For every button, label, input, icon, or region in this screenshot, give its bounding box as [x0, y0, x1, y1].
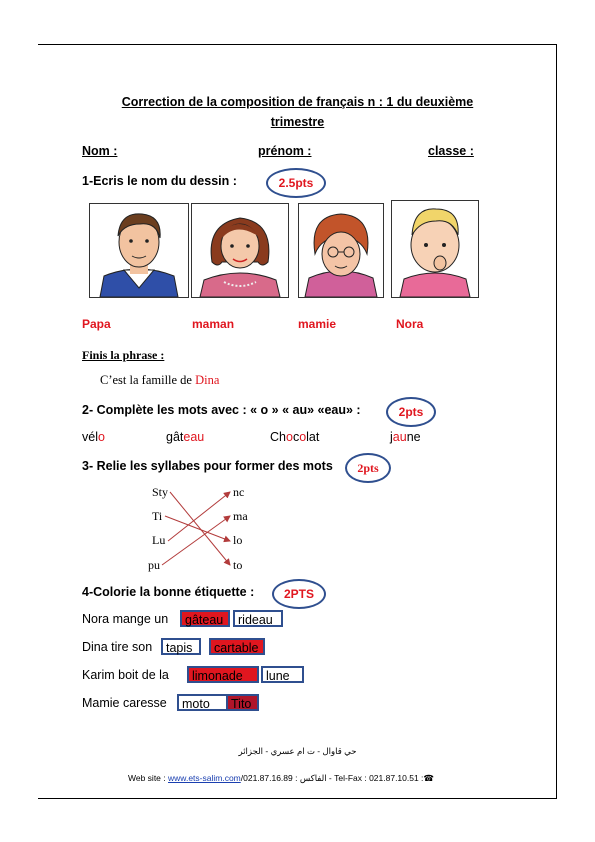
word-fill: o: [299, 430, 307, 444]
page-title-line1: Correction de la composition de français n : 1 du deuxième: [121, 95, 474, 109]
page-title-line2: trimestre: [270, 115, 325, 129]
link-lu-nc: [168, 492, 230, 541]
label-row-1-text: Nora mange un: [82, 612, 169, 626]
word-part: lat: [306, 430, 320, 444]
label-limonade[interactable]: limonade: [187, 666, 259, 683]
label-lune[interactable]: lune: [261, 666, 304, 683]
label-row-4-text: Mamie caresse: [82, 696, 167, 710]
word-fill: eau: [183, 430, 205, 444]
section3-title: 3- Relie les syllabes pour former des mots: [82, 459, 333, 473]
family-sentence-answer: Dina: [195, 373, 220, 387]
footer-web-link[interactable]: www.ets-salim.com: [168, 773, 241, 783]
word-part: Ch: [270, 430, 286, 444]
word-part: gât: [166, 430, 184, 444]
label-tapis[interactable]: tapis: [161, 638, 201, 655]
word-fill: o: [97, 430, 105, 444]
footer-arabic-address: حي قاوال - ت ام عسري - الجزائر: [238, 746, 357, 756]
syllable-left-pu: pu: [148, 558, 160, 572]
section4-title: 4-Colorie la bonne étiquette :: [82, 585, 255, 599]
section2-points-badge: 2pts: [386, 397, 436, 427]
label-row-2-text: Dina tire son: [82, 640, 153, 654]
answer-maman: maman: [192, 317, 235, 331]
classe-label: classe :: [428, 144, 474, 158]
footer-contact: [128, 773, 434, 784]
family-sentence-text: C’est la famille de: [100, 373, 192, 387]
word-fill: au: [392, 430, 407, 444]
word-part: c: [292, 430, 300, 444]
prenom-label: prénom :: [258, 144, 312, 158]
answer-nora: Nora: [396, 317, 424, 331]
word-part: ne: [406, 430, 421, 444]
label-rideau[interactable]: rideau: [233, 610, 283, 627]
section1-title: 1-Ecris le nom du dessin :: [82, 174, 237, 188]
finish-sentence-title: Finis la phrase :: [82, 348, 165, 362]
syllable-right-to: to: [233, 558, 243, 572]
label-row-3-text: Karim boit de la: [82, 668, 169, 682]
footer-web-label: Web site :: [128, 773, 166, 783]
label-gateau[interactable]: gâteau: [180, 610, 230, 627]
word-part: vél: [82, 430, 98, 444]
syllable-left-ti: Ti: [152, 509, 163, 523]
word-part: j: [390, 430, 393, 444]
link-sty-to: [170, 492, 230, 565]
word-fill: o: [285, 430, 293, 444]
syllable-right-lo: lo: [233, 533, 243, 547]
syllable-right-ma: ma: [233, 509, 248, 523]
section4-points-badge: 2PTS: [272, 579, 326, 609]
section1-points-badge: 2.5pts: [266, 168, 326, 198]
section2-title: 2- Complète les mots avec : « o » « au» «eau» :: [82, 403, 361, 417]
footer-phone: /021.87.16.89 : الفاكس - Tel-Fax : 021.87.10.51 :☎: [240, 773, 435, 783]
label-cartable[interactable]: cartable: [209, 638, 265, 655]
answer-mamie: mamie: [298, 317, 337, 331]
syllable-left-sty: Sty: [152, 485, 169, 499]
answer-papa: Papa: [82, 317, 111, 331]
syllable-right-nc: nc: [233, 485, 245, 499]
nom-label: Nom :: [82, 144, 118, 158]
link-ti-lo: [165, 516, 230, 541]
label-moto[interactable]: moto: [177, 694, 259, 711]
section3-points-badge: 2pts: [345, 453, 391, 483]
label-tito[interactable]: Tito: [226, 694, 259, 711]
syllable-left-lu: Lu: [152, 533, 166, 547]
